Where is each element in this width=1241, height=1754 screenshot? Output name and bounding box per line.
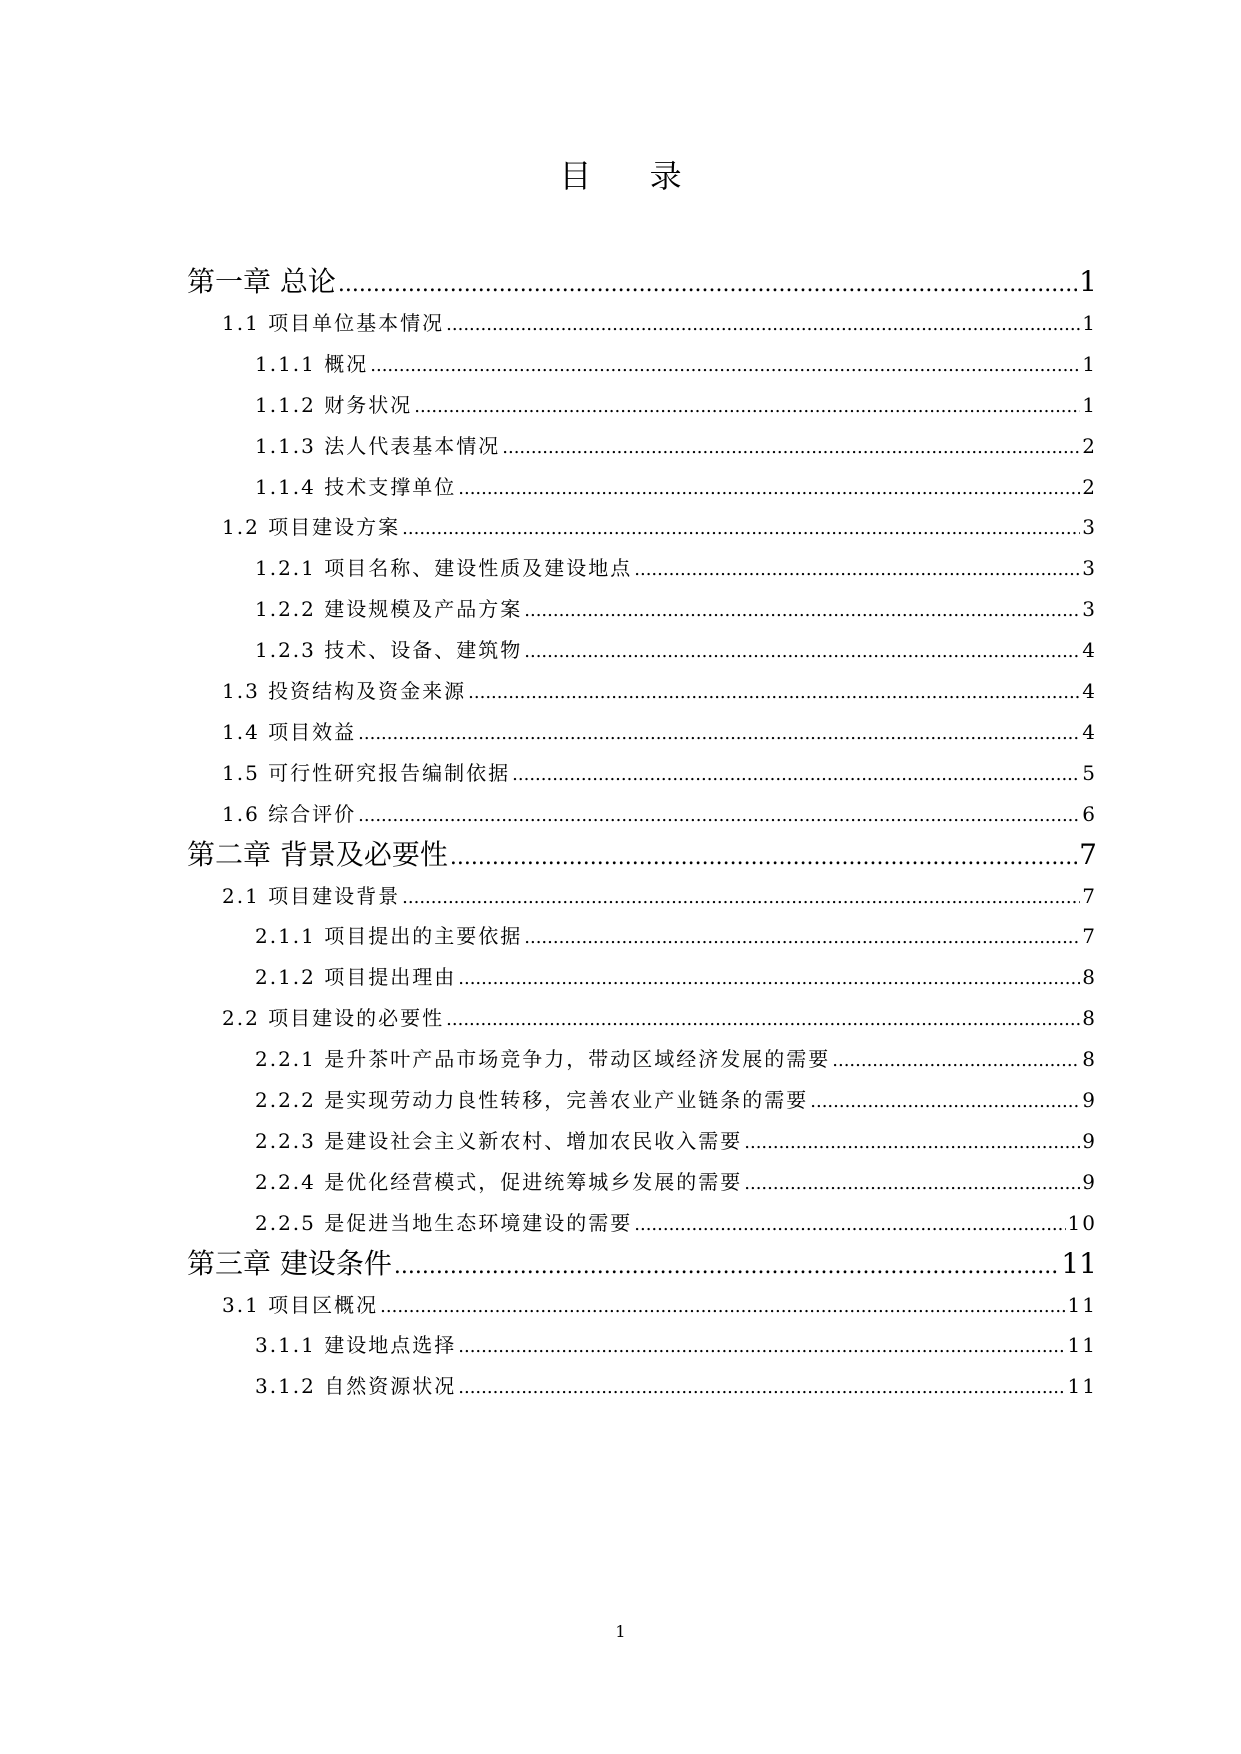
toc-entry-level-3[interactable] xyxy=(255,1329,1097,1361)
toc-entry-page: 5 xyxy=(1082,760,1097,785)
toc-entry-level-3[interactable] xyxy=(255,430,1097,462)
toc-leader-dots xyxy=(370,350,1080,382)
toc-entry-level-2[interactable] xyxy=(222,757,1097,789)
toc-entry-label: 第二章 背景及必要性 xyxy=(187,837,448,871)
toc-entry-page: 11 xyxy=(1067,1333,1097,1358)
toc-entry-level-3[interactable] xyxy=(255,1166,1097,1198)
toc-entry-level-3[interactable] xyxy=(255,634,1097,666)
toc-entry-label: 1.4 项目效益 xyxy=(222,719,357,744)
toc-leader-dots xyxy=(634,1209,1065,1241)
toc-entry-level-2[interactable] xyxy=(222,798,1097,830)
toc-entry-label: 2.2.1 是升茶叶产品市场竞争力，带动区域经济发展的需要 xyxy=(255,1047,831,1072)
toc-entry-label: 1.2.3 技术、设备、建筑物 xyxy=(255,638,523,663)
toc-entry-label: 1.1.4 技术支撑单位 xyxy=(255,474,457,499)
toc-entry-level-3[interactable] xyxy=(255,1207,1097,1239)
toc-entry-label: 1.5 可行性研究报告编制依据 xyxy=(222,760,511,785)
toc-leader-dots xyxy=(458,963,1080,995)
toc-entry-page: 9 xyxy=(1082,1169,1097,1194)
toc-entry-level-3[interactable] xyxy=(255,552,1097,584)
toc-entry-level-3[interactable] xyxy=(255,389,1097,421)
toc-entry-page: 4 xyxy=(1082,679,1097,703)
page-number: 1 xyxy=(615,1622,626,1641)
toc-entry-page: 1 xyxy=(1082,392,1097,417)
toc-entry-level-1[interactable] xyxy=(187,1244,1097,1284)
toc-entry-label: 1.2 项目建设方案 xyxy=(222,515,401,540)
toc-leader-dots xyxy=(512,759,1080,791)
toc-entry-label: 1.1 项目单位基本情况 xyxy=(222,310,445,335)
toc-entry-level-3[interactable] xyxy=(255,593,1097,625)
toc-entry-page: 6 xyxy=(1082,801,1097,826)
toc-leader-dots xyxy=(338,265,1077,305)
toc-entry-label: 2.1.2 项目提出理由 xyxy=(255,965,457,990)
toc-entry-page: 3 xyxy=(1082,515,1097,540)
toc-entry-label: 2.2.5 是促进当地生态环境建设的需要 xyxy=(255,1210,633,1235)
toc-entry-level-2[interactable] xyxy=(222,880,1097,912)
toc-entry-label: 2.2 项目建设的必要性 xyxy=(222,1006,445,1031)
toc-entry-level-2[interactable] xyxy=(222,307,1097,339)
toc-entry-page: 3 xyxy=(1082,597,1097,622)
toc-entry-page: 2 xyxy=(1082,433,1097,458)
toc-entry-page: 11 xyxy=(1067,1374,1097,1399)
toc-entry-page: 9 xyxy=(1082,1128,1097,1153)
toc-entry-page: 8 xyxy=(1082,1047,1097,1072)
toc-entry-label: 2.2.4 是优化经营模式，促进统筹城乡发展的需要 xyxy=(255,1169,743,1194)
toc-entry-page: 8 xyxy=(1082,965,1097,990)
toc-entry-level-2[interactable] xyxy=(222,511,1097,543)
toc-entry-label: 第三章 建设条件 xyxy=(187,1246,392,1280)
toc-entry-page: 2 xyxy=(1082,474,1097,499)
toc-leader-dots xyxy=(402,882,1080,914)
toc-leader-dots xyxy=(380,1291,1065,1323)
toc-leader-dots xyxy=(468,677,1080,709)
toc-entry-page: 7 xyxy=(1082,924,1097,949)
toc-entry-page: 1 xyxy=(1079,265,1097,298)
toc-entry-label: 1.1.1 概况 xyxy=(255,351,369,376)
toc-entry-page: 4 xyxy=(1082,719,1097,744)
toc-leader-dots xyxy=(446,1004,1080,1036)
toc-entry-label: 1.6 综合评价 xyxy=(222,801,357,826)
toc-leader-dots xyxy=(524,636,1080,668)
toc-leader-dots xyxy=(744,1168,1080,1200)
toc-entry-label: 1.3 投资结构及资金来源 xyxy=(222,679,467,703)
toc-entry-level-3[interactable] xyxy=(255,1084,1097,1116)
toc-entry-page: 1 xyxy=(1082,310,1097,335)
toc-entry-level-3[interactable] xyxy=(255,1370,1097,1402)
toc-entry-page: 11 xyxy=(1061,1246,1097,1280)
toc-leader-dots xyxy=(402,513,1080,545)
toc-leader-dots xyxy=(502,432,1080,464)
toc-entry-level-3[interactable] xyxy=(255,1125,1097,1157)
toc-entry-label: 3.1 项目区概况 xyxy=(222,1292,379,1317)
toc-leader-dots xyxy=(458,1372,1065,1404)
toc-entry-label: 3.1.1 建设地点选择 xyxy=(255,1333,457,1358)
toc-entry-level-3[interactable] xyxy=(255,348,1097,380)
toc-entry-page: 3 xyxy=(1082,556,1097,581)
toc-entry-label: 1.1.3 法人代表基本情况 xyxy=(255,433,501,458)
toc-entry-label: 2.1 项目建设背景 xyxy=(222,883,401,908)
toc-entry-page: 11 xyxy=(1067,1292,1097,1317)
toc-leader-dots xyxy=(832,1045,1080,1077)
toc-leader-dots xyxy=(450,838,1077,878)
toc-entry-page: 7 xyxy=(1082,883,1097,908)
toc-leader-dots xyxy=(524,595,1080,627)
toc-entry-label: 1.2.1 项目名称、建设性质及建设地点 xyxy=(255,556,633,581)
toc-leader-dots xyxy=(458,1331,1065,1363)
toc-entry-label: 1.2.2 建设规模及产品方案 xyxy=(255,597,523,622)
toc-entry-level-2[interactable] xyxy=(222,716,1097,748)
toc-entry-level-3[interactable] xyxy=(255,961,1097,993)
toc-entry-label: 第一章 总论 xyxy=(187,265,336,298)
toc-leader-dots xyxy=(810,1086,1080,1118)
toc-entry-level-2[interactable] xyxy=(222,675,1097,707)
toc-title: 目 录 xyxy=(559,157,706,195)
toc-entry-level-2[interactable] xyxy=(222,1289,1097,1321)
toc-entry-level-3[interactable] xyxy=(255,1043,1097,1075)
toc-entry-level-3[interactable] xyxy=(255,471,1097,503)
toc-leader-dots xyxy=(414,391,1080,423)
toc-entry-label: 1.1.2 财务状况 xyxy=(255,392,413,417)
toc-leader-dots xyxy=(458,473,1080,505)
toc-entry-page: 4 xyxy=(1082,638,1097,663)
toc-entry-page: 7 xyxy=(1079,837,1097,871)
toc-entry-label: 2.2.3 是建设社会主义新农村、增加农民收入需要 xyxy=(255,1128,743,1153)
toc-entry-level-2[interactable] xyxy=(222,1002,1097,1034)
toc-entry-level-3[interactable] xyxy=(255,920,1097,952)
toc-entry-label: 2.2.2 是实现劳动力良性转移，完善农业产业链条的需要 xyxy=(255,1088,809,1112)
toc-leader-dots xyxy=(446,309,1080,341)
toc-entry-level-1[interactable] xyxy=(187,835,1097,875)
toc-entry-page: 1 xyxy=(1082,351,1097,376)
toc-leader-dots xyxy=(524,922,1080,954)
toc-entry-page: 10 xyxy=(1067,1210,1097,1235)
toc-entry-page: 8 xyxy=(1082,1006,1097,1031)
toc-entry-label: 2.1.1 项目提出的主要依据 xyxy=(255,924,523,949)
toc-leader-dots xyxy=(744,1127,1080,1159)
toc-leader-dots xyxy=(358,718,1080,750)
toc-entry-page: 9 xyxy=(1082,1088,1097,1112)
toc-leader-dots xyxy=(394,1247,1059,1287)
toc-entry-label: 3.1.2 自然资源状况 xyxy=(255,1374,457,1399)
toc-entry-level-1[interactable] xyxy=(187,262,1097,302)
toc-leader-dots xyxy=(634,554,1080,586)
toc-leader-dots xyxy=(358,800,1080,832)
